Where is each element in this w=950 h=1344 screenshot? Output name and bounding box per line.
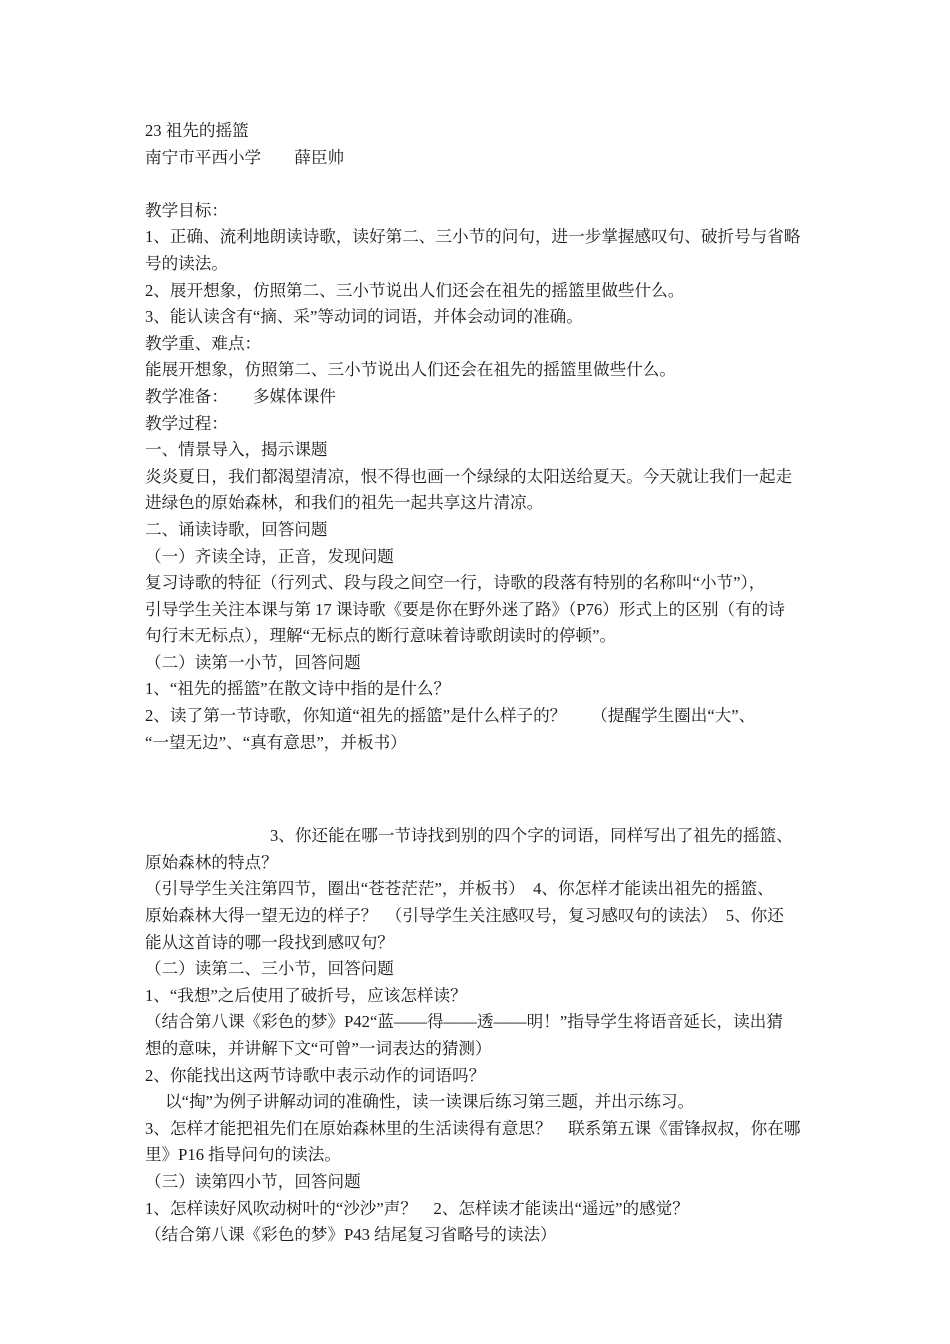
text-line: 想的意味，并讲解下文“可曾”一词表达的猜测）	[145, 1039, 492, 1058]
text-line: 句行末无标点），理解“无标点的断行意味着诗歌朗读时的停顿”。	[145, 626, 617, 646]
blank-line	[145, 171, 915, 198]
text-line: 1、“我想”之后使用了破折号，应该怎样读？	[145, 985, 467, 1005]
section-heading-line: 教学准备： 多媒体课件	[145, 386, 336, 406]
section-heading-line: （二）读第二、三小节，回答问题	[145, 959, 394, 979]
text-line: 进绿色的原始森林，和我们的祖先一起共享这片清凉。	[145, 493, 544, 513]
page-break-gap	[145, 756, 915, 823]
text-line: 2、你能找出这两节诗歌中表示动作的词语吗？	[145, 1065, 486, 1085]
text-line: 1、怎样读好风吹动树叶的“沙沙”声？ 2、怎样读才能读出“遥远”的感觉？	[145, 1198, 689, 1218]
text-line: 引导学生关注本课与第 17 课诗歌《要是你在野外迷了路》（P76）形式上的区别（有的诗	[145, 599, 785, 619]
text-line: 能从这首诗的哪一段找到感叹句？	[145, 932, 394, 952]
text-line: 炎炎夏日，我们都渴望清凉，恨不得也画一个绿绿的太阳送给夏天。今天就让我们一起走	[145, 466, 793, 486]
text-line: 能展开想象，仿照第二、三小节说出人们还会在祖先的摇篮里做些什么。	[145, 360, 676, 380]
text-line: 以“掏”为例子讲解动词的准确性，读一读课后练习第三题，并出示练习。	[165, 1092, 695, 1112]
text-line: 2、读了第一节诗歌，你知道“祖先的摇篮”是什么样子的？ （提醒学生圈出“大”、	[145, 706, 756, 726]
text-line: （结合第八课《彩色的梦》P42“蓝——得——透——明！”指导学生将语音延长，读出猜	[145, 1012, 783, 1032]
section-heading-line: 一、情景导入，揭示课题	[145, 440, 328, 460]
text-line: 复习诗歌的特征（行列式、段与段之间空一行，诗歌的段落有特别的名称叫“小节”），	[145, 573, 766, 593]
section-heading-line: （三）读第四小节，回答问题	[145, 1171, 361, 1191]
text-line: 原始森林的特点？	[145, 852, 278, 872]
section-heading-line: 二、诵读诗歌，回答问题	[145, 519, 328, 539]
text-line: “一望无边”、“真有意思”，并板书）	[145, 732, 407, 752]
text-line: 3、你还能在哪一节诗找到别的四个字的词语，同样写出了祖先的摇篮、	[270, 826, 793, 846]
section-heading-line: （二）读第一小节，回答问题	[145, 652, 361, 672]
doc-author-line: 南宁市平西小学 薛臣帅	[145, 147, 345, 167]
text-line: 里》P16 指导问句的读法。	[145, 1145, 341, 1165]
section-heading-line: 教学过程：	[145, 413, 228, 433]
section-heading-line: 教学重、难点：	[145, 333, 262, 353]
text-line: （结合第八课《彩色的梦》P43 结尾复习省略号的读法）	[145, 1225, 557, 1245]
section-heading-line: 教学目标：	[145, 200, 228, 220]
text-line: （引导学生关注第四节，圈出“苍苍茫茫”，并板书） 4、你怎样才能读出祖先的摇篮、	[145, 879, 774, 899]
section-heading-line: （一）齐读全诗，正音，发现问题	[145, 546, 394, 566]
text-line: 1、正确、流利地朗读诗歌，读好第二、三小节的问句，进一步掌握感叹句、破折号与省略	[145, 227, 801, 247]
text-line: 1、“祖先的摇篮”在散文诗中指的是什么？	[145, 679, 451, 699]
text-line: 3、能认读含有“摘、采”等动词的词语，并体会动词的准确。	[145, 307, 583, 327]
document-content	[145, 118, 915, 1249]
text-line: 3、怎样才能把祖先们在原始森林里的生活读得有意思？ 联系第五课《雷锋叔叔，你在哪	[145, 1118, 801, 1138]
text-line: 号的读法。	[145, 253, 228, 273]
text-line: 2、展开想象，仿照第二、三小节说出人们还会在祖先的摇篮里做些什么。	[145, 280, 685, 300]
doc-title-line: 23 祖先的摇篮	[145, 121, 249, 140]
text-line: 原始森林大得一望无边的样子？ （引导学生关注感叹号，复习感叹句的读法） 5、你还	[145, 906, 784, 926]
